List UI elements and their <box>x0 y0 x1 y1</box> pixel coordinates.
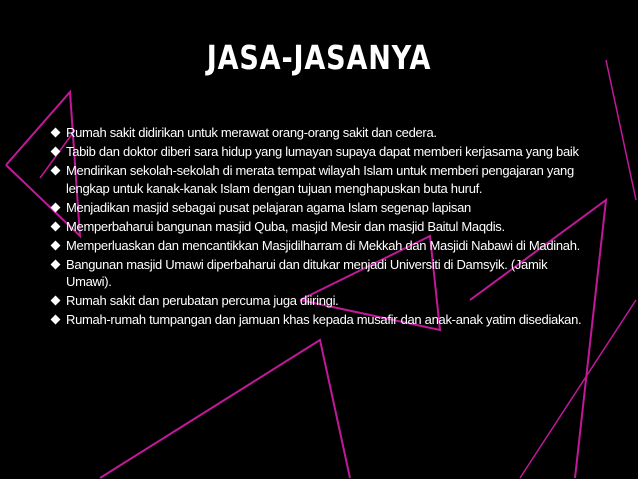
right-edge-line <box>606 60 636 200</box>
diamond-bullet-icon <box>51 202 61 212</box>
diamond-bullet-icon <box>51 296 61 306</box>
list-item <box>52 143 592 161</box>
list-item-text: Memperbaharui bangunan masjid Quba, masjid Mesir dan masjid Baitul Maqdis. <box>66 218 505 234</box>
list-item-text: Rumah sakit dan perubatan percuma juga diiringi. <box>66 293 339 308</box>
list-item-text: Rumah sakit didirikan untuk merawat orang-orang sakit dan cedera. <box>66 125 437 140</box>
diamond-bullet-icon <box>51 147 61 157</box>
list-item <box>52 162 592 197</box>
diamond-bullet-icon <box>51 240 61 250</box>
list-item <box>52 256 592 291</box>
bottom-triangle-outline <box>100 340 350 478</box>
bullet-list <box>52 124 592 330</box>
list-item-text: Tabib dan doktor diberi sara hidup yang lumayan supaya dapat memberi kerjasama yang baik <box>66 144 579 159</box>
diamond-bullet-icon <box>51 221 61 231</box>
list-item-text: Memperluaskan dan mencantikkan Masjidilharram di Mekkah dan Masjidi Nabawi di Madinah. <box>66 237 580 253</box>
diamond-bullet-icon <box>51 259 61 269</box>
list-item <box>52 218 592 236</box>
list-item-text: Menjadikan masjid sebagai pusat pelajaran agama Islam segenap lapisan <box>66 199 471 215</box>
diamond-bullet-icon <box>51 166 61 176</box>
list-item <box>52 292 592 310</box>
list-item <box>52 124 592 142</box>
list-item-text: Bangunan masjid Umawi diperbaharui dan ditukar menjadi Universiti di Damsyik. (Jamik Umawi). <box>66 256 548 289</box>
diamond-bullet-icon <box>51 128 61 138</box>
list-item <box>52 199 592 217</box>
list-item-text: Rumah-rumah tumpangan dan jamuan khas kepada musafir dan anak-anak yatim disediakan. <box>66 312 582 327</box>
slide-title: JASA-JASANYA <box>206 38 432 77</box>
diamond-bullet-icon <box>51 315 61 325</box>
list-item-text: Mendirikan sekolah-sekolah di merata tempat wilayah Islam untuk memberi pengajaran yang lengkap untuk kanak-kanak Islam dengan tujuan menghapuskan buta huruf. <box>66 163 574 196</box>
list-item <box>52 311 592 329</box>
list-item <box>52 237 592 255</box>
